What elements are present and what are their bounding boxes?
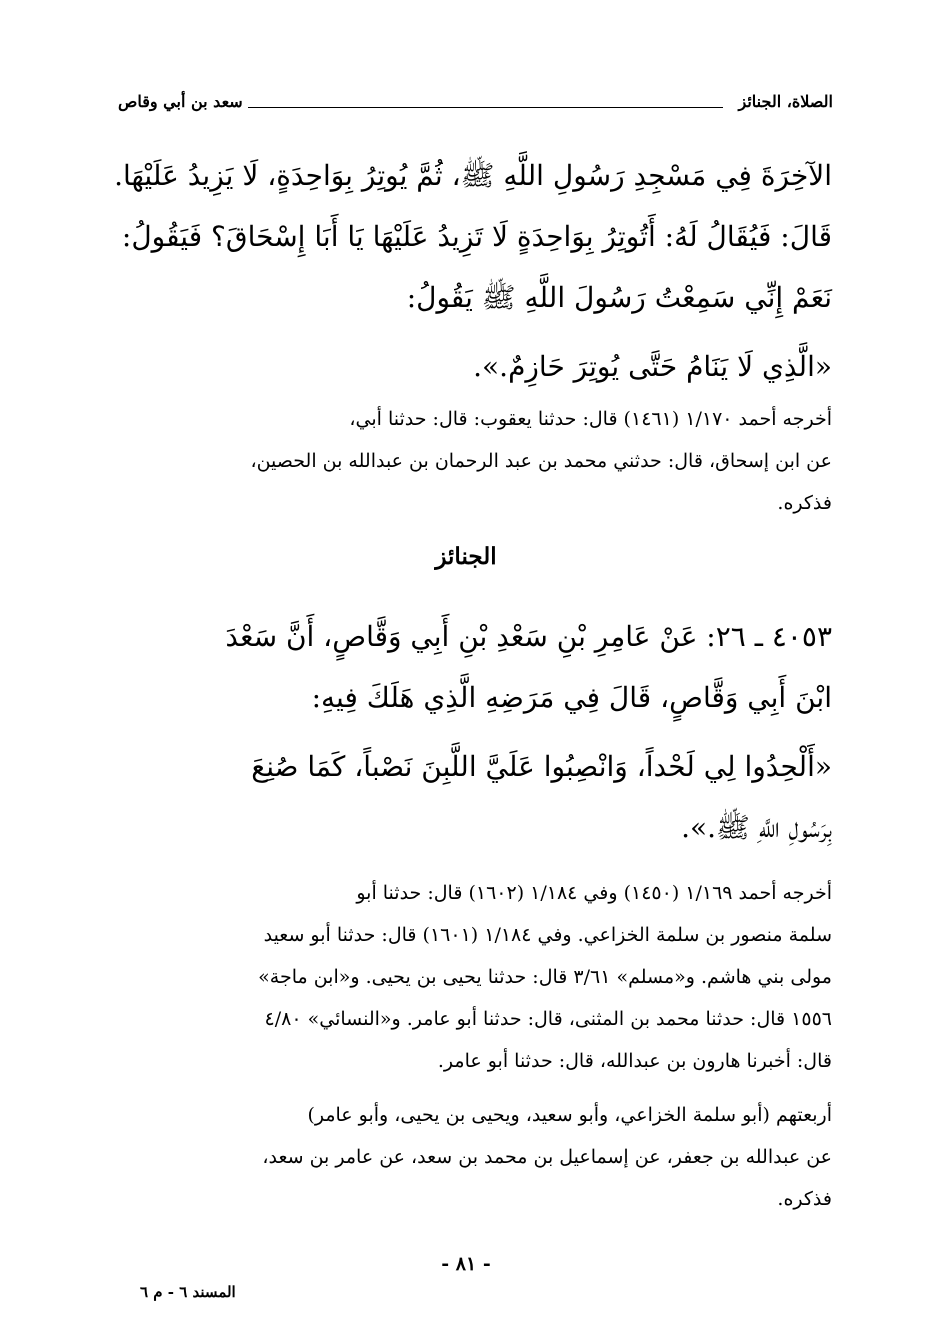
header-companion: سعد بن أبي وقاص xyxy=(118,92,243,111)
takhrij-note-1 xyxy=(130,398,832,524)
text-line: ٤٠٥٣ ـ ٢٦: عَنْ عَامِرِ بْنِ سَعْدِ بْنِ أَبِي وَقَّاصٍ، أَنَّ سَعْدَ xyxy=(225,620,832,653)
note-line: قال: أخبرنا هارون بن عبدالله، قال: حدثنا أبو عامر. xyxy=(437,1050,832,1072)
header-rule xyxy=(248,107,723,108)
hadith-continuation xyxy=(114,145,832,397)
note-line: سلمة منصور بن سلمة الخزاعي. وفي ١/١٨٤ (١٦٠١) قال: حدثنا أبو سعيد xyxy=(263,924,832,946)
text-line: الآخِرَةَ فِي مَسْجِدِ رَسُولِ اللَّهِ ﷺ، ثُمَّ يُوتِرُ بِوَاحِدَةٍ، لَا يَزِيدُ عَلَيْهَا. xyxy=(114,159,832,192)
note-line: مولى بني هاشم. و«مسلم» ٣/٦١ قال: حدثنا يحيى بن يحيى. و«ابن ماجة» xyxy=(258,966,832,988)
note-line: فذكره. xyxy=(777,1188,832,1210)
text-line: «أَلْحِدُوا لِي لَحْداً، وَانْصِبُوا عَلَيَّ اللَّبِنَ نَصْباً، كَمَا صُنِعَ xyxy=(251,750,832,783)
takhrij-note-2 xyxy=(130,872,832,1082)
note-line: فذكره. xyxy=(777,492,832,514)
note-line: أخرجه أحمد ١/١٧٠ (١٤٦١) قال: حدثنا يعقوب: قال: حدثنا أبي، xyxy=(349,408,832,430)
volume-signature: المسند ٦ - م ٦ xyxy=(140,1283,236,1301)
section-title: الجنائز xyxy=(435,543,497,570)
note-line: أخرجه أحمد ١/١٦٩ (١٤٥٠) وفي ١/١٨٤ (١٦٠٢) قال: حدثنا أبو xyxy=(356,882,832,904)
running-header xyxy=(118,82,833,116)
header-chapter: الصلاة، الجنائز xyxy=(738,92,833,111)
takhrij-note-3 xyxy=(130,1094,832,1220)
note-line: أربعتهم (أبو سلمة الخزاعي، وأبو سعيد، ويحيى بن يحيى، وأبو عامر) xyxy=(307,1104,832,1126)
text-line: نَعَمْ إِنِّي سَمِعْتُ رَسُولَ اللَّهِ ﷺ يَقُولُ: xyxy=(406,281,832,314)
text-line: «الَّذِي لَا يَنَامُ حَتَّى يُوتِرَ حَازِمٌ.». xyxy=(473,350,832,383)
text-line: بِرَسُولِ اللَّهِ ﷺ.». xyxy=(681,811,832,844)
note-line: عن عبدالله بن جعفر، عن إسماعيل بن محمد بن سعد، عن عامر بن سعد، xyxy=(262,1146,832,1168)
page-number: - ٨١ - xyxy=(441,1253,491,1275)
note-line: ١٥٥٦ قال: حدثنا محمد بن المثنى، قال: حدثنا أبو عامر. و«النسائي» ٤/٨٠ xyxy=(264,1008,832,1030)
note-line: عن ابن إسحاق، قال: حدثني محمد بن عبد الرحمان بن عبدالله بن الحصين، xyxy=(250,450,832,472)
hadith-4053 xyxy=(130,606,832,858)
text-line: ابْنَ أَبِي وَقَّاصٍ، قَالَ فِي مَرَضِهِ الَّذِي هَلَكَ فِيهِ: xyxy=(311,681,832,714)
text-line: قَالَ: فَيُقَالُ لَهُ: أَتُوتِرُ بِوَاحِدَةٍ لَا تَزِيدُ عَلَيْهَا يَا أَبَا إِسْحَاقَ؟ فَيَقُولُ: xyxy=(121,220,832,253)
